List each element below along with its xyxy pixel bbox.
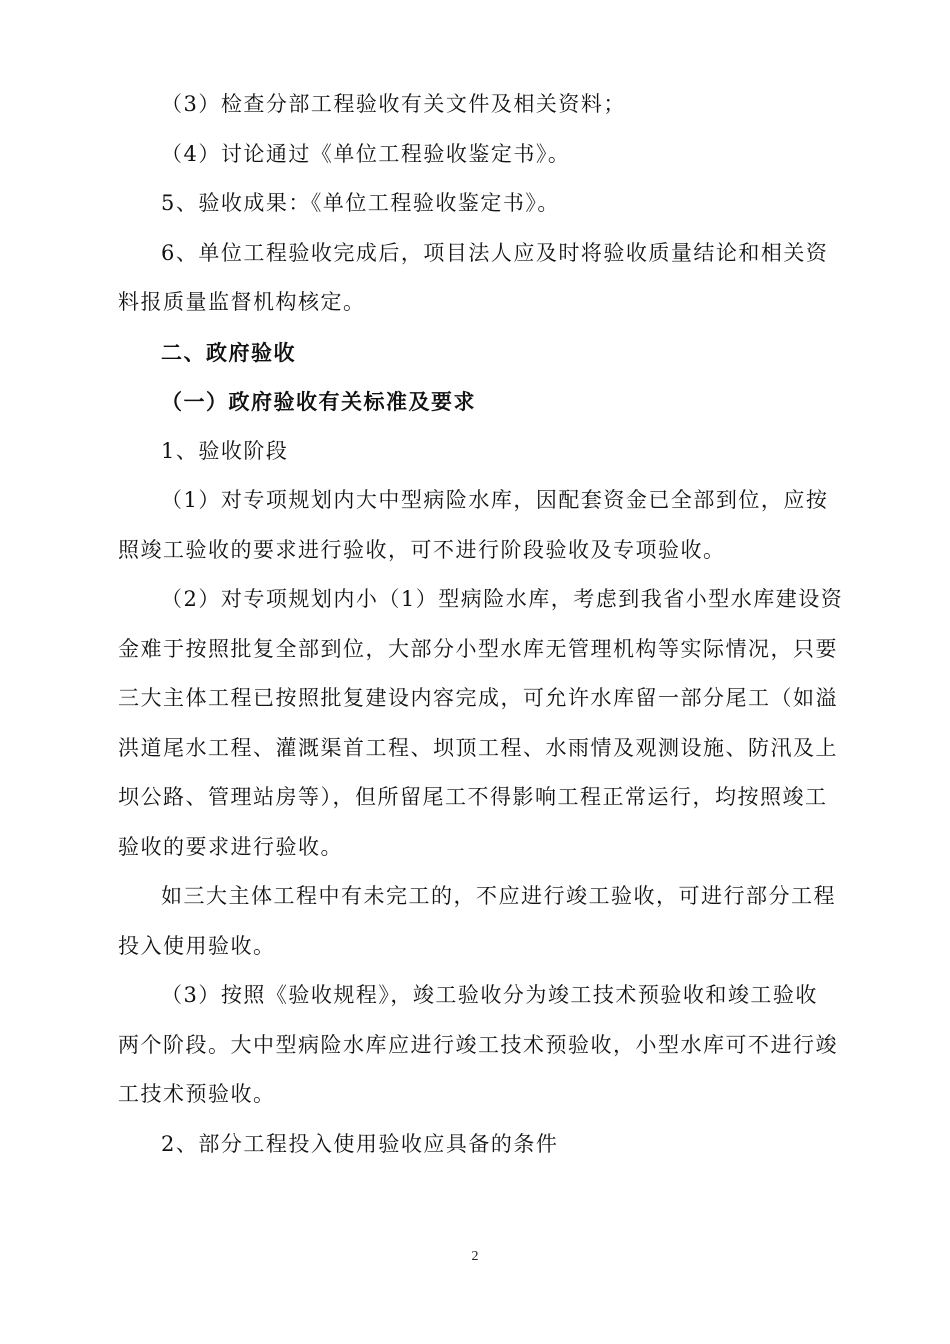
page-number: 2 (471, 1249, 479, 1264)
text-line: （3）按照《验收规程》，竣工验收分为竣工技术预验收和竣工验收 (161, 983, 818, 1007)
subsection-heading: （一）政府验收有关标准及要求 (161, 389, 476, 414)
section-heading: 二、政府验收 (161, 339, 296, 365)
text-line: 如三大主体工程中有未完工的，不应进行竣工验收，可进行部分工程 (161, 884, 836, 908)
text-line: （3）检查分部工程验收有关文件及相关资料； (161, 92, 626, 116)
text-line: 坝公路、管理站房等），但所留尾工不得影响工程正常运行，均按照竣工 (118, 785, 828, 809)
text-line: 1、验收阶段 (161, 438, 289, 463)
text-line: 照竣工验收的要求进行验收，可不进行阶段验收及专项验收。 (118, 537, 726, 562)
document-body (118, 80, 844, 1169)
text-line: 金难于按照批复全部到位，大部分小型水库无管理机构等实际情况，只要 (118, 636, 838, 661)
text-line: 料报质量监督机构核定。 (118, 290, 366, 314)
text-line: 洪道尾水工程、灌溉渠首工程、坝顶工程、水雨情及观测设施、防汛及上 (118, 735, 838, 760)
text-line: 5、验收成果：《单位工程验收鉴定书》。 (161, 191, 560, 215)
text-line: （2）对专项规划内小（1）型病险水库，考虑到我省小型水库建设资 (161, 587, 844, 611)
text-line: 三大主体工程已按照批复建设内容完成，可允许水库留一部分尾工（如溢 (118, 686, 838, 710)
text-line: 投入使用验收。 (118, 933, 276, 958)
text-line: （1）对专项规划内大中型病险水库，因配套资金已全部到位，应按 (161, 488, 829, 512)
text-line: 工技术预验收。 (118, 1082, 276, 1106)
text-line: （4）讨论通过《单位工程验收鉴定书》。 (161, 141, 571, 166)
text-line: 验收的要求进行验收。 (118, 834, 343, 859)
text-line: 两个阶段。大中型病险水库应进行竣工技术预验收，小型水库可不进行竣 (118, 1032, 838, 1057)
text-line: 2、部分工程投入使用验收应具备的条件 (161, 1131, 559, 1156)
text-line: 6、单位工程验收完成后，项目法人应及时将验收质量结论和相关资 (161, 240, 829, 265)
